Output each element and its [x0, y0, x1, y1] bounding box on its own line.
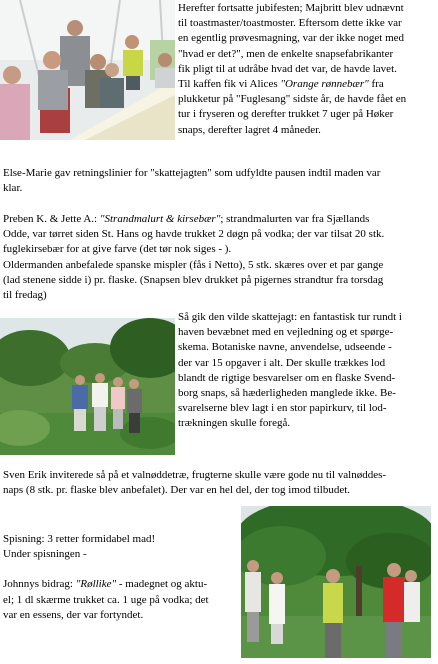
text-line: svarelserne blev lagt i en stor papirkurv, til lod- — [178, 402, 387, 415]
snaps-name: "Strandmalurt & kirsebær" — [99, 213, 221, 225]
snaps-name: "Orange rønnebær" — [280, 78, 369, 91]
text-line: plukketur på "Fuglesang" sidste år, de havde fået en — [178, 93, 407, 106]
photo-garden-walk — [0, 318, 175, 455]
text-block-dinner — [3, 532, 239, 623]
text-line: Så gik den vilde skattejagt: en fantastisk tur rundt i — [178, 311, 402, 323]
text-line: Preben K. & Jette A.: "Strandmalurt & kirsebær"; strandmalurten var fra Sjællands — [3, 213, 370, 225]
text-line: (lad stenene sidde i) pr. flaske. (Snapsen blev drukket på pigernes strandtur fra torsdag — [3, 273, 384, 286]
text-block-party — [178, 1, 436, 138]
text-line: blandt de rigtige besvarelser om en flaske Svend- — [178, 371, 396, 384]
text-line: Odde, var tørret siden St. Hans og havde trukket 2 døgn på vodka; der var tilsat 20 stk. — [3, 228, 385, 241]
text-line: en egentlig prøvesmagning, var der ikke noget med — [178, 32, 405, 45]
photo-walnut-tree — [241, 506, 431, 658]
text-line: klar. — [3, 182, 23, 195]
text-line: Else-Marie gav retningslinier for "skattejagten" som udfyldte pausen indtil maden var — [3, 167, 381, 179]
text-line: fuglekirsebær for at give farve (det tør nok siges - ). — [3, 243, 232, 256]
text-line: Oldermanden anbefalede spanske mispler (fås i Netto), 5 stk. skæres over et par gange — [3, 258, 384, 271]
text-line: der var 15 opgaver i alt. Der skulle trækkes lod — [178, 356, 386, 369]
text-line: trækningen skulle foregå. — [178, 417, 291, 430]
text-block-strandmalurt — [3, 212, 436, 303]
text-line: borg snaps, så hæderligheden manglede ikke. Be- — [178, 387, 396, 400]
text-line: Spisning: 3 retter formidabel mad! — [3, 533, 156, 545]
text-line: Sven Erik inviterede så på et valnøddetræ, frugterne skulle være gode nu til valnøddes- — [3, 469, 387, 481]
text-line: Johnnys bidrag: "Røllike" - madegnet og aktu- — [3, 578, 208, 591]
text-line: haven bevæbnet med en vejledning og et spørge- — [178, 326, 394, 339]
text-line: Herefter fortsatte jubifesten; Majbritt blev udnævnt — [178, 2, 404, 14]
text-line: tur i fryseren og derefter trukket 7 uger på Høker — [178, 108, 394, 121]
text-line: el; 1 dl skærme trukket ca. 1 uge på vodka; det — [3, 593, 209, 606]
text-block-walnut — [3, 468, 436, 498]
snaps-name: "Røllike" — [75, 578, 117, 591]
text-line: til fredag) — [3, 289, 47, 302]
text-line: Under spisningen - — [3, 548, 87, 561]
text-line: skema. Botaniske navne, anvendelse, udseende - — [178, 341, 392, 354]
text-line: var en essens, der var fortyndet. — [3, 608, 144, 621]
text-block-treasure-hunt-intro — [3, 166, 436, 196]
photo-tent-party — [0, 0, 175, 140]
text-line: "hvad er det?", men de enkelte snapsefabrikanter — [178, 47, 394, 60]
text-line: til toastmaster/toastmoster. Eftersom dette ikke var — [178, 17, 402, 30]
text-line: Til kaffen fik vi Alices "Orange rønnebær" fra — [178, 78, 384, 91]
text-line: snaps, derefter lagret 4 måneder. — [178, 123, 321, 136]
text-block-treasure-hunt — [178, 310, 436, 432]
text-line: naps (8 stk. pr. flaske blev anbefalet). Der var en hel del, der tog imod tilbudet. — [3, 484, 351, 497]
text-line: fik pligt til at udråbe hvad det var, de havde lavet. — [178, 62, 397, 75]
